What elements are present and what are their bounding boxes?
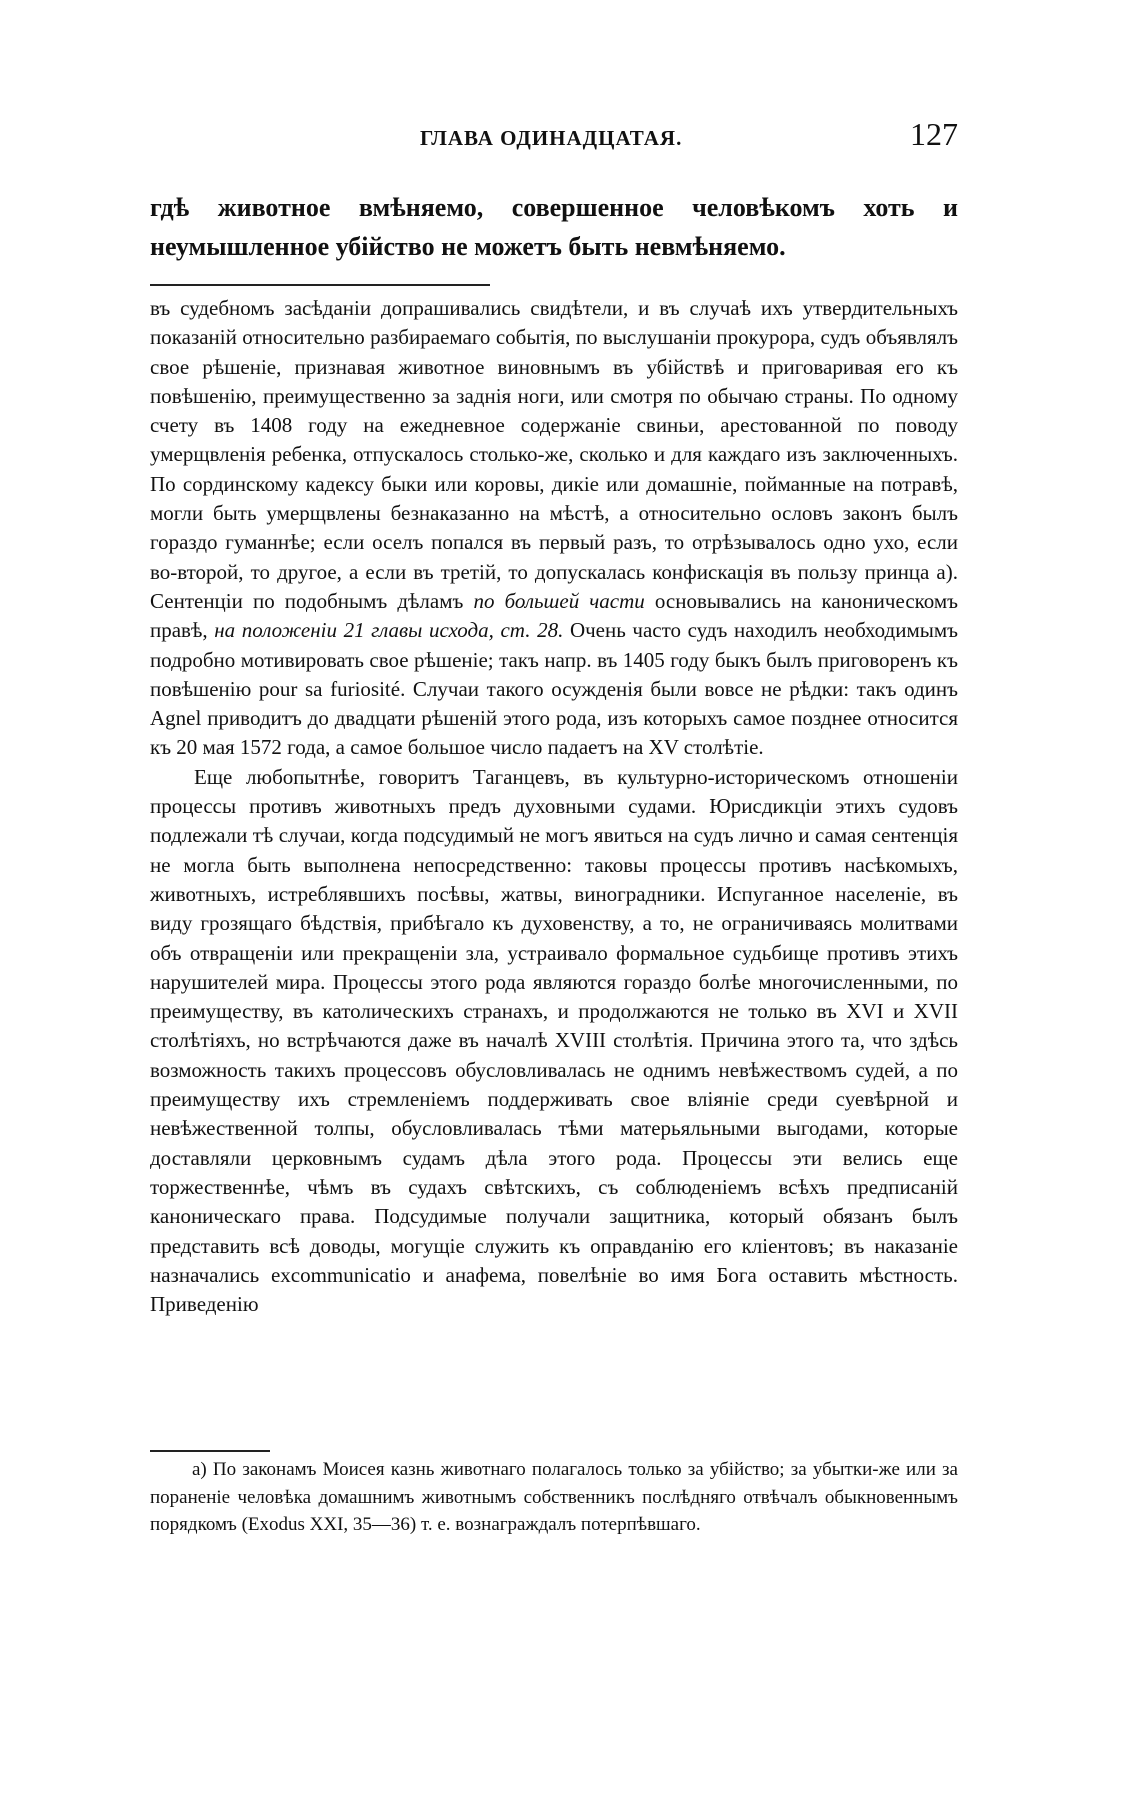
paragraph-1-part-b: основывались на каноническомъ правѣ, (150, 588, 959, 643)
running-title: ГЛАВА ОДИНАДЦАТАЯ. (420, 126, 683, 150)
paragraph-2: Еще любопытнѣе, говоритъ Таганцевъ, въ культурно-историческомъ отношеніи процессы противъ животныхъ предъ духовными судами. Юрисдикціи этихъ судовъ подлежали тѣ случаи, когда подсудимый не могъ явиться на судъ лично и самая сентенція не могла быть выполнена непосредственно: таковы процессы противъ насѣкомыхъ, животныхъ, истреблявшихъ посѣвы, жатвы, виноградники. Испуганное населеніе, въ виду грозящаго бѣдствія, прибѣгало къ духовенству, а то, не ограничиваясь молитвами объ отвращеніи или прекращеніи зла, устраивало формальное судьбище противъ этихъ нарушителей мира. Процессы этого рода являются гораздо болѣе многочисленными, по преимуществу, въ католическихъ странахъ, и продолжаются не только въ XVI и XVII столѣтіяхъ, но встрѣчаются даже въ началѣ XVIII столѣтія. Причина этого та, что здѣсь возможность такихъ процессовъ обусловливалась не однимъ невѣжествомъ судей, а по преимуществу ихъ стремленіемъ поддерживать свое вліяніе среди суевѣрной и невѣжественной толпы, обусловливалась тѣми матерьяльными выгодами, которые доставляли церковнымъ судамъ дѣла этого рода. Процессы эти велись еще торжественнѣе, чѣмъ въ судахъ свѣтскихъ, съ соблюденіемъ всѣхъ предписаній каноническаго права. Подсудимые получали защитника, который обязанъ былъ представить всѣ доводы, могущіе служить къ оправданію его кліентовъ; въ наказаніе назначались excommunicatio и анафема, повелѣніе во имя Бога оставить мѣстность. Приведенію (150, 764, 958, 1317)
footnote-divider (150, 1450, 270, 1452)
italic-phrase: по большей части (473, 588, 645, 613)
carry-over-paragraph: гдѣ животное вмѣняемо, совершенное человѣкомъ хоть и неумышленное убійство не можетъ быть невмѣняемо. (150, 193, 958, 261)
footnote: а) По законамъ Моисея казнь животнаго полагалось только за убійство; за убытки-же или за пораненіе человѣка домашнимъ животнымъ собственникъ послѣдняго отвѣчалъ обыкновеннымъ порядкомъ (Exodus XXI, 35—36) т. е. вознаграждалъ потерпѣвшаго. (150, 1459, 958, 1535)
page-number: 127 (910, 116, 958, 152)
paragraph-1 (150, 294, 958, 763)
paragraph-1-part-c: Очень часто судъ находилъ необходимымъ подробно мотивировать свое рѣшеніе; такъ напр. въ 1405 году быкъ былъ приговоренъ къ повѣшенію pour sa furiosité. Случаи такого осужденія были вовсе не рѣдки: такъ одинъ Agnel приводитъ до двадцати рѣшеній этого рода, изъ которыхъ самое позднее относится къ 20 мая 1572 года, а самое большое число падаетъ на XV столѣтіе. (150, 618, 959, 760)
page-header (150, 116, 958, 156)
paragraph-1-part-a: въ судебномъ засѣданіи допрашивались свидѣтели, и въ случаѣ ихъ утвердительныхъ показаній относительно разбираемаго событія, по выслушаніи прокурора, судъ объявлялъ свое рѣшеніе, признавая животное виновнымъ въ убійствѣ и приговаривая его къ повѣшенію, преимущественно за заднія ноги, или смотря по обычаю страны. По одному счету въ 1408 году на ежедневное содержаніе свиньи, арестованной по поводу умерщвленія ребенка, отпускалось столько-же, сколько и для каждаго изъ заключенныхъ. По сординскому кадексу быки или коровы, дикіе или домашніе, пойманные на потравѣ, могли быть умерщвлены безнаказанно на мѣстѣ, а относительно ословъ законъ былъ гораздо гуманнѣе; если оселъ попался въ первый разъ, то отрѣзывалось одно ухо, если во-второй, то другое, а если въ третій, то допускалась конфискація въ пользу принца а). Сентенціи по подобнымъ дѣламъ (150, 296, 958, 613)
main-text (150, 294, 958, 1319)
italic-citation: на положеніи 21 главы исхода, ст. 28. (214, 618, 564, 643)
section-divider (150, 284, 490, 286)
